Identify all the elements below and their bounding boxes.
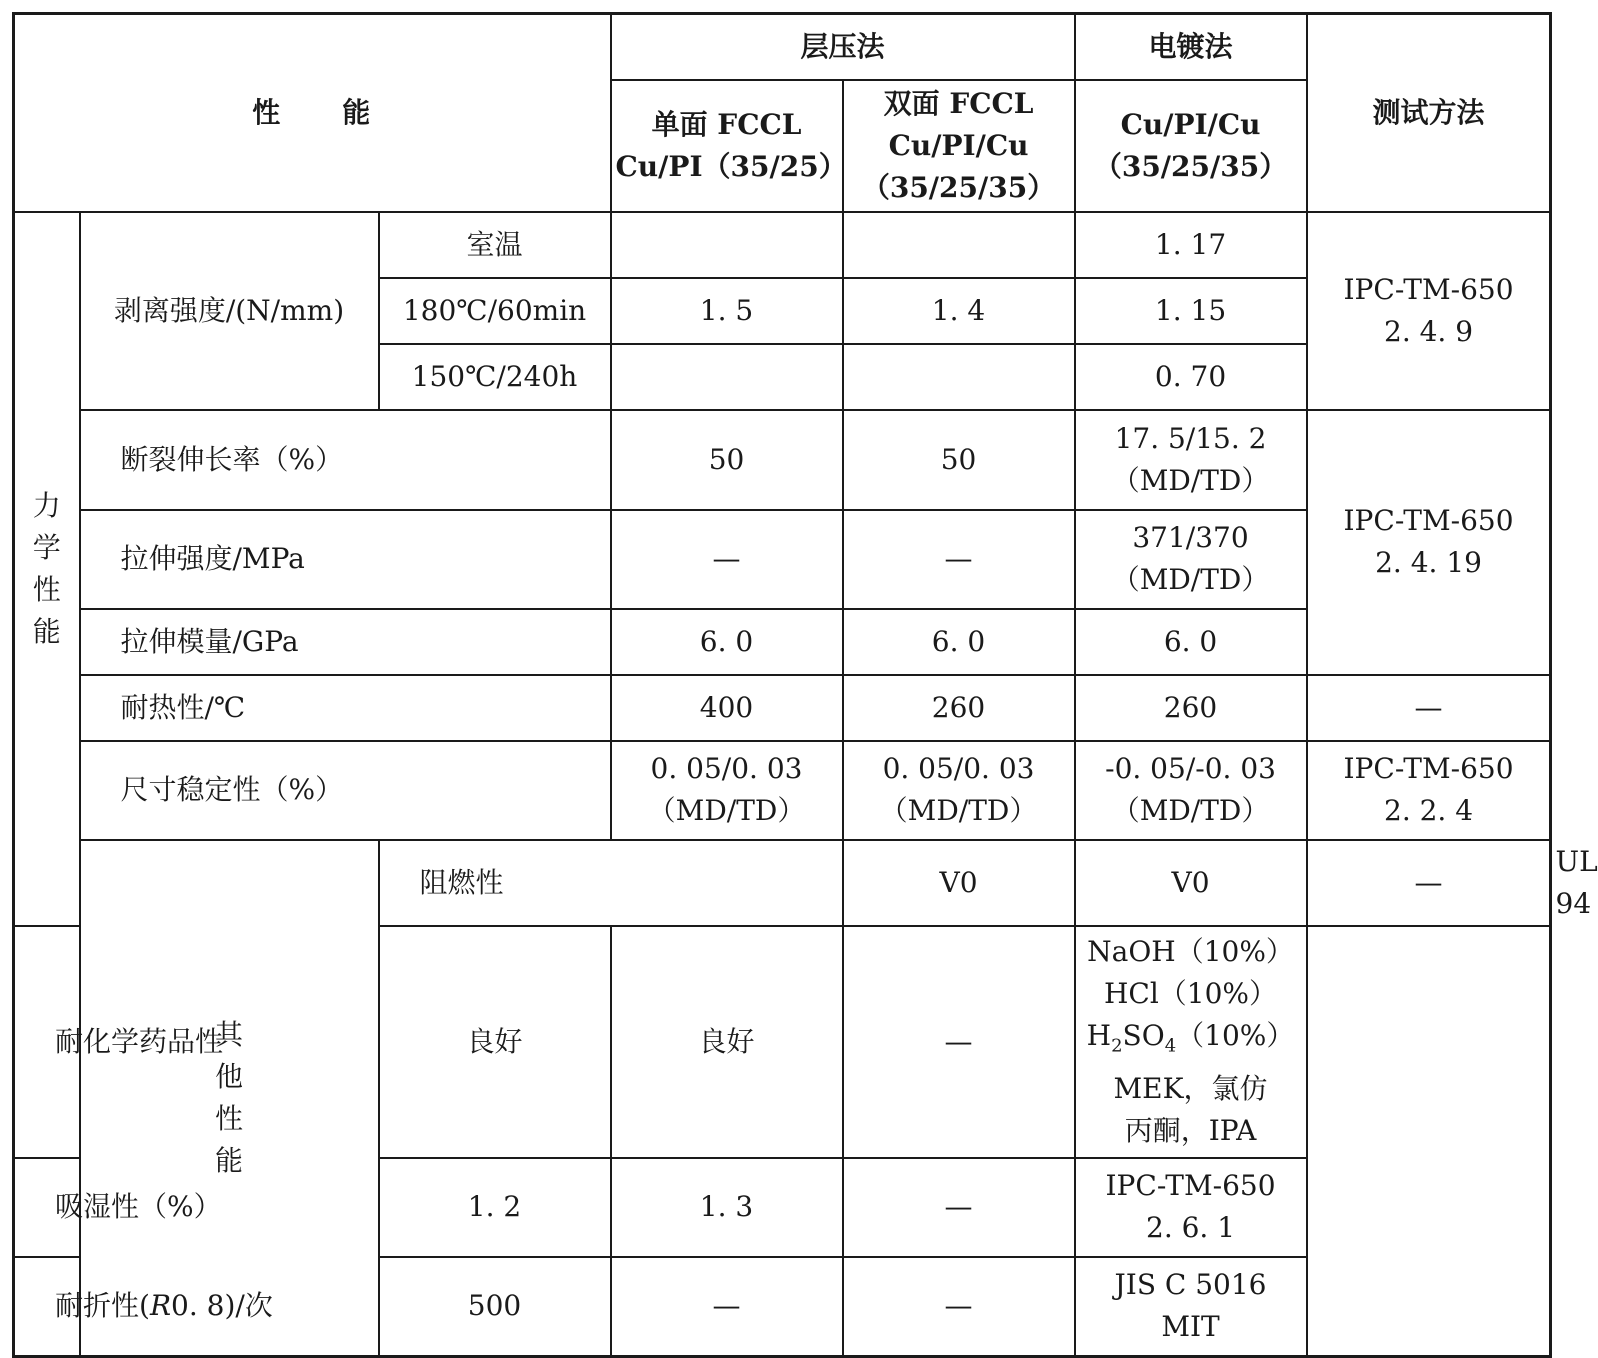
folding-label (14, 1257, 379, 1357)
peel-single: 1. 5 (611, 278, 843, 344)
peel-plated: 1. 15 (1075, 278, 1307, 344)
tensile-strength-double: — (843, 510, 1075, 609)
folding-method: JIS C 5016 MIT (1075, 1257, 1307, 1357)
chemical-method-line-h2so4 (1080, 1015, 1302, 1068)
dimensional-double: 0. 05/0. 03 （MD/TD） (843, 741, 1075, 840)
category-char: 能 (214, 1143, 243, 1177)
chemical-method-line: HCl（10%） (1104, 977, 1278, 1011)
tensile-modulus-single: 6. 0 (611, 609, 843, 675)
elongation-plated: 17. 5/15. 2 （MD/TD） (1075, 410, 1307, 510)
tensile-strength-single: — (611, 510, 843, 609)
moisture-method: IPC-TM-650 2. 6. 1 (1075, 1158, 1307, 1257)
chemical-single: 良好 (379, 926, 611, 1158)
category-mechanical (14, 212, 80, 926)
tensile-strength-label: 拉伸强度/MPa (80, 510, 611, 609)
peel-single (611, 212, 843, 278)
tensile-modulus-plated: 6. 0 (1075, 609, 1307, 675)
header-double-fccl: 双面 FCCL Cu/PI/Cu （35/25/35） (843, 80, 1075, 212)
folding-double: — (611, 1257, 843, 1357)
moisture-plated: — (843, 1158, 1075, 1257)
category-char: 性 (32, 572, 61, 606)
category-char: 他 (214, 1059, 243, 1093)
peel-double: 1. 4 (843, 278, 1075, 344)
folding-label-b: 0. 8)/次 (171, 1289, 273, 1323)
header-single-fccl: 单面 FCCL Cu/PI（35/25） (611, 80, 843, 212)
folding-single: 500 (379, 1257, 611, 1357)
peel-double (843, 344, 1075, 410)
heat-single: 400 (611, 675, 843, 741)
moisture-single: 1. 2 (379, 1158, 611, 1257)
chemical-method-line: NaOH（10%） (1087, 935, 1294, 969)
header-electroplating: 电镀法 (1075, 14, 1307, 80)
category-char: 能 (32, 614, 61, 648)
flame-label: 阻燃性 (379, 840, 843, 926)
category-char: 性 (214, 1101, 243, 1135)
heat-method: — (1307, 675, 1551, 741)
dimensional-single: 0. 05/0. 03 （MD/TD） (611, 741, 843, 840)
formula-h: H (1086, 1019, 1112, 1053)
peel-condition: 150℃/240h (379, 344, 611, 410)
formula-sub-2: 2 (1111, 1035, 1123, 1057)
flame-single: V0 (843, 840, 1075, 926)
category-char: 学 (32, 530, 61, 564)
flame-double: V0 (1075, 840, 1307, 926)
peel-plated: 1. 17 (1075, 212, 1307, 278)
chemical-method-line: MEK，氯仿 (1113, 1071, 1268, 1105)
peel-method: IPC-TM-650 2. 4. 9 (1307, 212, 1551, 410)
formula-rest: （10%） (1176, 1019, 1295, 1053)
folding-label-a: 耐折性( (55, 1289, 150, 1323)
peel-strength-label: 剥离强度/(N/mm) (80, 212, 379, 410)
formula-sub-4: 4 (1164, 1035, 1177, 1057)
dimensional-method: IPC-TM-650 2. 2. 4 (1307, 741, 1551, 840)
elongation-double: 50 (843, 410, 1075, 510)
elongation-single: 50 (611, 410, 843, 510)
heat-label: 耐热性/℃ (80, 675, 611, 741)
properties-table: 性 能 层压法 电镀法 测试方法 单面 FCCL Cu/PI（35/25） 双面 FCCL Cu/PI/Cu （35/25/35） Cu/PI/Cu （35/25/35） 力 学 性 能 剥离强度/(N/mm) 室温 1. 17 IPC-TM-650 2. 4. 9 180℃/60min 1. 5 1. 4 1. 15 150℃/240h 0. 70 断裂伸长率（%） 50 50 17. 5/15. 2 （MD/TD） IPC-TM-650 2. 4. 19 拉伸强度/MPa — — 371/370 （MD/TD） 拉伸模量/GPa 6. 0 6. 0 6. 0 耐热性/℃ 400 260 260 — 尺寸稳定性（%） 0. 05/0. 03 （MD/TD） 0. 05/0. 03 （MD/TD） -0. 05/-0. 03 （MD/TD） IPC-TM-650 2. 2. 4 其 他 性 能 阻燃性 V0 V0 — UL 94 耐化学药品性 良好 良好 — NaOH（10%） HCl（10%） $H_2SO_4(10\%)$ MEK，氯仿 丙酮，IPA 吸湿性（%） 1. 2 1. 3 — IPC-TM-650 2. 6. 1 耐折性(R0. 8)/次 500 — — JIS C 5016 MIT (12, 12, 1552, 1358)
heat-plated: 260 (1075, 675, 1307, 741)
chemical-label: 耐化学药品性 (14, 926, 379, 1158)
folding-plated: — (843, 1257, 1075, 1357)
tensile-strength-plated: 371/370 （MD/TD） (1075, 510, 1307, 609)
heat-double: 260 (843, 675, 1075, 741)
chemical-method (1075, 926, 1307, 1158)
tensile-method: IPC-TM-650 2. 4. 19 (1307, 410, 1551, 675)
flame-plated: — (1307, 840, 1551, 926)
header-property: 性 能 (14, 14, 611, 212)
chemical-plated: — (843, 926, 1075, 1158)
peel-single (611, 344, 843, 410)
elongation-label: 断裂伸长率（%） (80, 410, 611, 510)
peel-double (843, 212, 1075, 278)
moisture-label: 吸湿性（%） (14, 1158, 379, 1257)
category-char: 其 (214, 1017, 243, 1051)
tensile-modulus-label: 拉伸模量/GPa (80, 609, 611, 675)
folding-label-r: R (149, 1289, 172, 1323)
tensile-modulus-double: 6. 0 (843, 609, 1075, 675)
moisture-double: 1. 3 (611, 1158, 843, 1257)
dimensional-plated: -0. 05/-0. 03 （MD/TD） (1075, 741, 1307, 840)
peel-condition: 室温 (379, 212, 611, 278)
chemical-double: 良好 (611, 926, 843, 1158)
header-cu-pi-cu: Cu/PI/Cu （35/25/35） (1075, 80, 1307, 212)
header-test-method: 测试方法 (1307, 14, 1551, 212)
header-lamination: 层压法 (611, 14, 1075, 80)
peel-condition: 180℃/60min (379, 278, 611, 344)
chemical-method-line: 丙酮，IPA (1124, 1113, 1257, 1147)
peel-plated: 0. 70 (1075, 344, 1307, 410)
category-char: 力 (32, 488, 61, 522)
formula-so: SO (1122, 1019, 1165, 1053)
dimensional-label: 尺寸稳定性（%） (80, 741, 611, 840)
